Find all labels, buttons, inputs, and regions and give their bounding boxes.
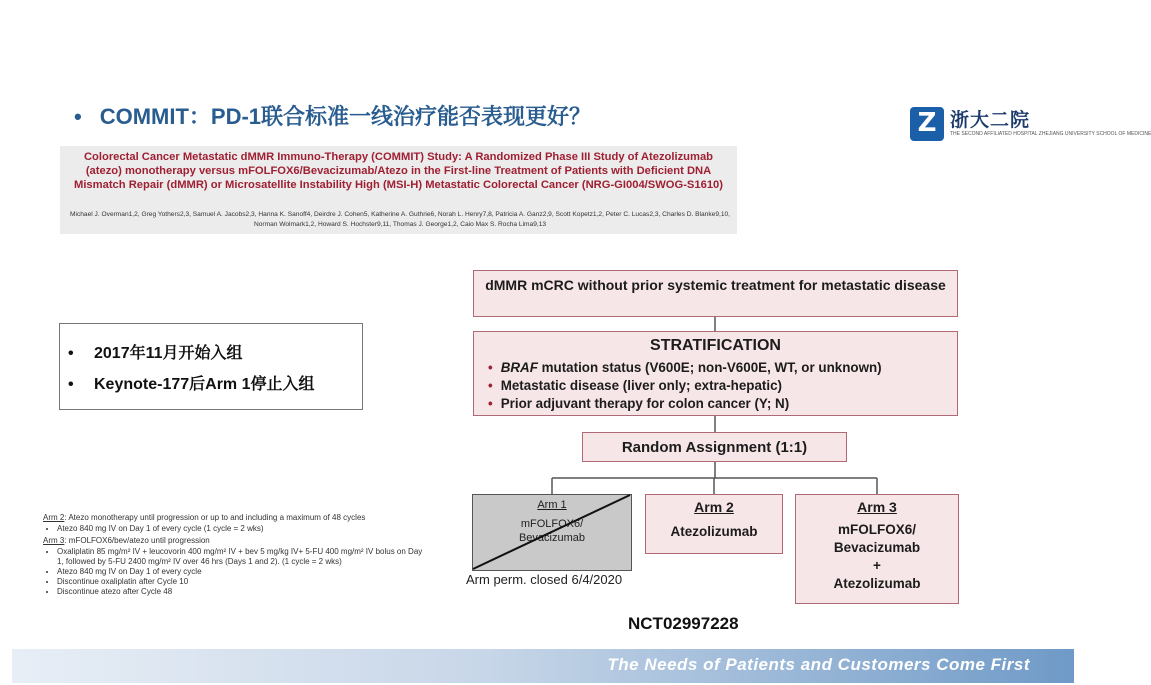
arm-2-dosing-heading: Arm 2: Atezo monotherapy until progression or up to and including a maximum of 48 cycles [43, 513, 366, 522]
random-assignment-box [582, 432, 847, 462]
logo-z-icon: Z [910, 107, 944, 141]
title-bullet: • [74, 104, 82, 129]
dosing-item: • Atezo 840 mg IV on Day 1 of every cycle (1 cycle = 2 wks) [57, 524, 423, 534]
footer-slogan: The Needs of Patients and Customers Come First [607, 655, 1030, 674]
dosing-item: • Discontinue atezo after Cycle 48 [57, 587, 423, 597]
stratification-item: • Metastatic disease (liver only; extra-hepatic) [488, 378, 783, 393]
arm-3-label: Arm 3 [857, 499, 897, 515]
population-text: dMMR mCRC without prior systemic treatment for metastatic disease [485, 277, 946, 293]
stratification-item: • BRAF mutation status (V600E; non-V600E, WT, or unknown) [488, 360, 882, 375]
trial-id: NCT02997228 [628, 614, 739, 633]
arm-2-label: Arm 2 [694, 499, 734, 515]
arm-3-treatment: mFOLFOX6/ Bevacizumab + Atezolizumab [833, 522, 921, 591]
footer-banner [12, 649, 1074, 683]
dosing-item: • Discontinue oxaliplatin after Cycle 10 [57, 577, 423, 587]
arm-2-box [645, 494, 783, 554]
logo-name: 浙大二院 [950, 110, 1031, 131]
paper-title: Colorectal Cancer Metastatic dMMR Immuno-Therapy (COMMIT) Study: A Randomized Phase III Study of Atezolizumab (atezo) monotherapy versus mFOLFOX6/Bevacizumab/Atezo in the First-line Treatment of Patients with Deficient DNA Mismatch Repair (dMMR) or Microsatellite Instability High (MSI-H) Metastatic Colorectal Cancer (NRG-GI004/SWOG-S1610) [74, 151, 723, 191]
dosing-details [43, 513, 423, 599]
arm-1-treatment: mFOLFOX6/ Bevacizumab [518, 518, 586, 544]
note-item: • Keynote-177后Arm 1停止入组 [68, 376, 315, 393]
dosing-item: • Oxaliplatin 85 mg/m² IV + leucovorin 400 mg/m² IV + bev 5 mg/kg IV+ 5-FU 400 mg/m² IV bolus on Day 1, followed by 5-FU 2400 mg/m² IV over 46 hrs (Days 1 and 2). (1 cycle = 2 wks) [57, 547, 423, 567]
dosing-item: • Atezo 840 mg IV on Day 1 of every cycle [57, 567, 423, 577]
arm-closed-note: Arm perm. closed 6/4/2020 [466, 572, 623, 587]
arm-1-label: Arm 1 [537, 499, 567, 511]
arm-3-box [795, 494, 959, 604]
closed-strike-icon [473, 495, 630, 569]
arm-1-box [472, 494, 632, 571]
stratification-item: • Prior adjuvant therapy for colon cancer (Y; N) [488, 396, 790, 411]
paper-authors: Michael J. Overman1,2, Greg Yothers2,3, Samuel A. Jacobs2,3, Hanna K. Sanoff4, Deirdre J. Cohen5, Katherine A. Guthrie6, Norah L. Henry7,8, Patricia A. Ganz2,9, Scott Kopetz1,2, Peter C. Lucas2,3, Charles D. Blanke9,10, Norman Wolmark1,2, Howard S. Hochster9,11, Thomas J. George1,2, Caio Max S. Rocha Lima9,13 [70, 211, 730, 228]
population-box [473, 270, 958, 317]
stratification-box [473, 331, 958, 416]
title-text: COMMIT：PD-1联合标准一线治疗能否表现更好？ [99, 104, 592, 129]
logo-subtitle: THE SECOND AFFILIATED HOSPITAL ZHEJIANG UNIVERSITY SCHOOL OF MEDICINE [950, 131, 1151, 137]
note-item: • 2017年11月开始入组 [68, 345, 243, 362]
stratification-heading: STRATIFICATION [650, 337, 781, 354]
arm-3-dosing-heading: Arm 3: mFOLFOX6/bev/atezo until progression [43, 536, 210, 545]
arm-2-treatment: Atezolizumab [670, 524, 758, 539]
random-assignment-text: Random Assignment (1:1) [621, 439, 808, 456]
